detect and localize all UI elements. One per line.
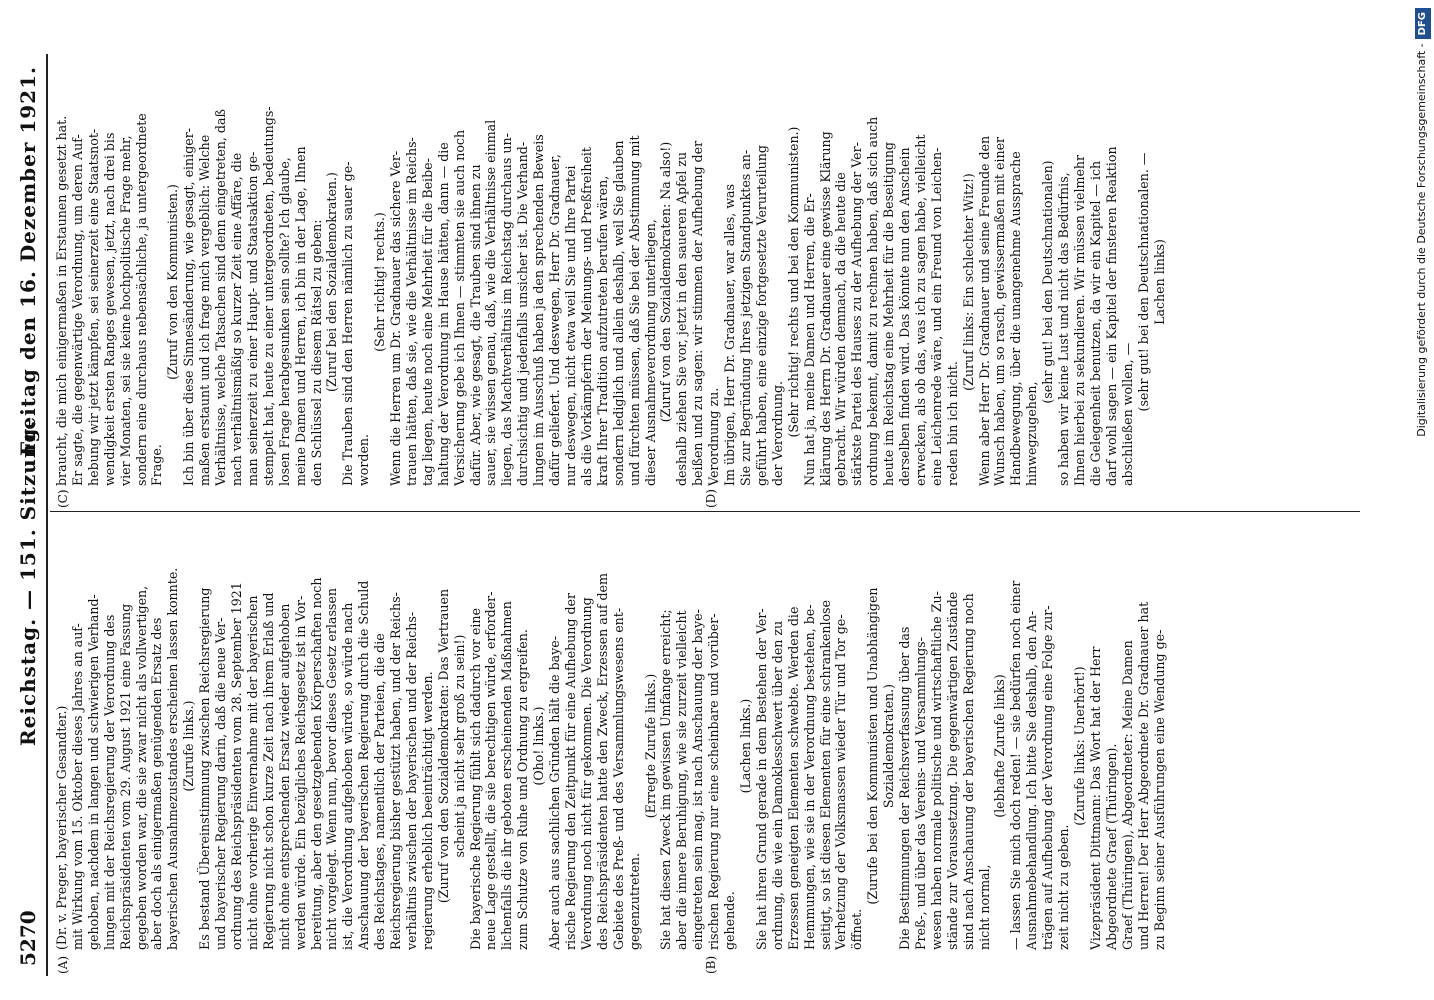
interjection-line: (Zuruf von den Kommunisten.): [165, 184, 181, 380]
text-line: die Gelegenheit benutzen, da wir ein Kapitel — ich: [1087, 160, 1103, 486]
text-line: neue Lage gestellt, die sie berechtigen würde, erforder-: [483, 591, 499, 950]
text-line: lichenfalls die ihr geboten erscheinenden Maßnahmen: [499, 601, 515, 950]
text-line: des Reichstages, namentlich der Parteien, die die: [372, 633, 388, 950]
text-line: öffnet.: [849, 908, 865, 950]
text-line: mit Wirkung vom 15. Oktober dieses Jahres an auf-: [69, 623, 85, 950]
interjection-line: (Zurufe links: Unerhört!): [1072, 666, 1087, 826]
text-line: stärkste Partei des Hauses zu der Aufhebung der Ver-: [849, 142, 865, 486]
running-header: [8, 54, 48, 976]
interjection-line: (Zuruf von den Sozialdemokraten: Na also!): [658, 141, 674, 423]
text-line: Wenn aber Herr Dr. Gradnauer und seine Freunde den: [976, 135, 992, 486]
text-line: darf wohl sagen — ein Kapitel der finsteren Reaktion: [1103, 146, 1119, 486]
interjection-line: Sozialdemokraten.): [881, 683, 897, 809]
text-line: lungen mit der Reichsregierung der Verordnung des: [101, 614, 117, 950]
margin-mark-c: (C): [56, 489, 70, 508]
interjection-line: scheint ja nicht sehr groß zu sein!): [451, 634, 467, 858]
text-line: Im übrigen, Herr Dr. Gradnauer, war alles, was: [722, 183, 738, 486]
interjection-line: (Zurufe bei den Kommunisten und Unabhängigen: [865, 587, 881, 905]
text-line: erwecken, als ob das, was ich zu sagen habe, vielleicht: [912, 134, 928, 486]
text-line: nur deswegen, nicht etwa weil Sie und Ihre Partei: [563, 165, 578, 486]
text-line: Ausnahmebehandlung. Ich bitte Sie deshalb, den An-: [1024, 610, 1040, 950]
text-line: rischen Regierung nur eine scheinbare und vorüber-: [706, 613, 722, 950]
text-line: Sie hat diesen Zweck im gewissen Umfange erreicht;: [658, 609, 674, 950]
text-line: hinwegzugehen,: [1024, 381, 1040, 486]
right-column: [54, 78, 1167, 486]
text-line: der Verordnung.: [769, 380, 785, 486]
text-line: wendigkeit ersten Ranges gewesen, jetzt, nach drei bis: [101, 132, 117, 486]
text-line: Verordnung noch nicht für gekommen. Die Verordnung: [578, 597, 594, 950]
text-line: ist, die Verordnung aufgehoben würde, so würde nach: [340, 602, 356, 950]
text-line: Anschauung der bayerischen Regierung durch die Schuld: [356, 580, 372, 950]
text-line: Frage.: [149, 444, 165, 486]
interjection-line: (lebhafte Zurufe links): [992, 674, 1008, 818]
text-line: eingetreten sein mag, ist nach Anschauung der baye-: [690, 609, 706, 950]
text-line: haltung der Verordnung im Hause hätten, dann — die: [435, 142, 451, 486]
interjection-line: (sehr gut! bei den Deutschnationalen. —: [1135, 152, 1151, 412]
text-line: Gebiete des Preß- und des Versammlungswesens ent-: [610, 607, 626, 950]
page-number: 5270: [16, 910, 40, 966]
text-line: dieser Ausnahmeverordnung unterliegen,: [642, 219, 658, 486]
text-line: Die bayerische Regierung fühlt sich dadurch vor eine: [467, 608, 483, 950]
text-line: zeit nicht zu geben.: [1056, 824, 1072, 950]
digitization-credit: [1410, 0, 1434, 1000]
text-line: Nun hat ja, meine Damen und Herren, die Er-: [801, 193, 817, 486]
text-line: gehoben, nachdem in langen und schwierigen Verhand-: [85, 594, 101, 950]
text-line: zum Schutze von Ruhe und Ordnung zu ergreifen.: [515, 629, 531, 950]
text-line: Die Bestimmungen der Reichsverfassung über das: [897, 626, 913, 950]
text-line: und bayerischer Regierung darin, daß die neue Ver-: [213, 617, 229, 950]
interjection-line: (Erregte Zurufe links.): [642, 673, 658, 819]
text-line: regierung erheblich beeinträchtigt werden.: [419, 671, 435, 950]
text-line: eine Leichenrede wäre, und ein Freund von Leichen-: [928, 147, 944, 486]
text-line: durchsichtig und jedenfalls unsicher ist. Die Verhand-: [515, 141, 531, 486]
text-line: wesen haben normale politische und wirtschaftliche Zu-: [928, 591, 944, 950]
interjection-line: (sehr gut! bei den Deutschnationalen): [1040, 160, 1056, 404]
text-line: worden.: [356, 433, 372, 486]
text-line: Graef (Thüringen), Abgeordneter: Meine Damen: [1119, 640, 1135, 950]
text-line: aber doch als einigermaßen genügenden Ersatz des: [149, 617, 165, 950]
text-line: losen Frage herabgesunken sein sollte? Ich glaube,: [276, 157, 292, 486]
interjection-line: (Zuruf links: Ein schlechter Witz!): [960, 173, 976, 391]
text-line: reden bin ich nicht.: [944, 361, 960, 486]
text-line: Hemmungen, wie sie in der Verordnung bestehen, be-: [801, 604, 817, 950]
text-line: Wenn die Herren um Dr. Gradnauer das sichere Ver-: [388, 150, 404, 486]
text-line: sondern lediglich und allein deshalb, weil Sie glauben: [610, 140, 626, 486]
text-line: derselben finden wird. Das könnte nun den Anschein: [897, 147, 913, 486]
text-line: abschließen wollen, —: [1119, 342, 1135, 486]
text-line: liegen, das Machtverhältnis im Reichstag durchaus un-: [499, 133, 515, 486]
left-column: [54, 542, 1167, 950]
text-line: Sie zur Begründung Ihres jetzigen Standpunktes an-: [737, 149, 753, 486]
text-line: Aber auch aus sachlichen Gründen hält die baye-: [547, 635, 563, 950]
interjection-line: (Zurufe links.): [181, 700, 197, 792]
interjection-line: (Lachen links.): [737, 698, 753, 794]
column-divider: [50, 511, 1360, 512]
text-line: vier Monaten, sei sie keine hochpolitische Frage mehr,: [117, 135, 133, 486]
text-line: Die Trauben sind den Herren nämlich zu sauer ge-: [340, 161, 356, 486]
text-line: Sie hat ihren Grund gerade in dem Bestehen der Ver-: [753, 608, 769, 950]
text-line: Reichspräsidenten vom 29. August 1921 eine Fassung: [117, 603, 133, 950]
interjection-line: (Zuruf von den Sozialdemokraten: Das Vertrauen: [435, 588, 451, 904]
text-line: Verhetzung der Volksmassen wieder Tür und Tor ge-: [833, 614, 849, 950]
text-line: bayerischen Ausnahmezustandes erscheinen lassen konnte.: [165, 567, 181, 950]
text-line: (Dr. v. Preger, bayerischer Gesandter.): [54, 705, 69, 950]
text-line: gegeben worden war, die sie zwar nicht als vollwertigen,: [133, 585, 149, 950]
margin-mark-d: (D): [704, 489, 718, 508]
text-line: Regierung nicht schon kurze Zeit nach ihrem Erlaß und: [260, 592, 276, 950]
text-line: beißen und zu sagen: wir stimmen der Aufhebung der: [690, 140, 706, 486]
text-line: nicht vorgelegt. Wenn nun, bevor dieses Gesetz erlassen: [324, 588, 340, 950]
credit-text: Digitalisierung gefördert durch die Deutsche Forschungsgemeinschaft -: [1415, 43, 1428, 437]
text-line: gebracht. Wir würden demnach, da die heute die: [833, 172, 849, 486]
text-line: des Reichspräsidenten hatte den Zweck, Erzessen auf dem: [594, 573, 610, 950]
interjection-line: (Sehr richtig! rechts und bei den Kommunisten.): [785, 126, 801, 438]
text-line: Versicherung gebe ich Ihnen — stimmten sie auch noch: [451, 129, 467, 486]
text-line: meine Damen und Herren, ich bin in der Lage, Ihnen: [292, 146, 308, 486]
text-line: geführt haben, eine einzige fortgesetzte Verurteilung: [753, 145, 769, 486]
text-line: heute im Reichstag eine Mehrheit für die Beseitigung: [881, 142, 897, 486]
text-line: Ihnen hierbei zu sekundieren. Wir müssen vielmehr: [1072, 154, 1087, 486]
session-date: Freitag den 16. Dezember 1921.: [16, 66, 40, 456]
text-line: als die Vorkämpferin der Meinungs- und Preßfreiheit: [578, 147, 594, 486]
text-line: ordnung des Reichspräsidenten vom 28. September 1921: [228, 582, 244, 950]
text-line: aber die innere Beruhigung, wie sie zurzeit vielleicht: [674, 610, 690, 950]
interjection-line: (Oho! links.): [531, 706, 547, 786]
text-line: verhältnis zwischen der bayerischen und der Reichs-: [403, 611, 419, 950]
text-line: und fürchten müssen, daß Sie bei der Abstimmung mit: [626, 135, 642, 486]
text-line: sondern eine durchaus nebensächliche, ja untergeordnete: [133, 113, 149, 486]
session-title: Reichstag. — 151. Sitzung.: [16, 419, 40, 746]
text-line: nicht ohne entsprechenden Ersatz wieder aufgehoben: [276, 603, 292, 950]
text-line: dafür geliefert. Und deswegen, Herr Dr. Gradnauer,: [547, 154, 563, 486]
text-line: trauen hätten, daß sie, wie die Verhältnisse im Reichs-: [403, 137, 419, 486]
text-line: Es bestand Übereinstimmung zwischen Reichsregierung: [197, 587, 213, 950]
text-line: nach verhältnismäßig so kurzer Zeit eine Affäre, die: [228, 152, 244, 486]
text-line: Reichsregierung bisher gestützt haben, und der Reichs-: [388, 592, 404, 950]
text-line: werden würde. Ein bezügliches Reichsgesetz ist in Vor-: [292, 595, 308, 950]
interjection-line: Lachen links): [1151, 239, 1167, 325]
text-line: rische Regierung den Zeitpunkt für eine Aufhebung der: [563, 593, 578, 950]
text-line: stände zur Voraussetzung. Die gegenwärtigen Zustände: [944, 591, 960, 950]
text-columns: [48, 54, 1388, 976]
text-line: und Herren! Der Herr Abgeordnete Dr. Gradnauer hat: [1135, 601, 1151, 950]
text-line: zu Beginn seiner Ausführungen eine Wendung ge-: [1151, 629, 1167, 950]
dfg-logo: DFG: [1415, 8, 1431, 39]
text-line: so haben wir keine Lust und nicht das Bedürfnis,: [1056, 172, 1072, 486]
text-line: sind nach Anschauung der bayerischen Regierung noch: [960, 593, 976, 950]
rotated-document-page: [0, 40, 1400, 1000]
text-line: gegenzutreten.: [626, 852, 642, 950]
text-line: kraft Ihrer Tradition aufzutreten berufen wären,: [594, 175, 610, 486]
text-line: stempelt hat, heute zu einer untergeordneten, bedeutungs-: [260, 106, 276, 486]
text-line: Erzessen geneigten Elementen schwebte. Werden die: [785, 606, 801, 950]
text-line: sauer, sie wissen genau, daß, wie die Verhältnisse einmal: [483, 119, 499, 486]
text-line: tag liegen, heute noch eine Mehrheit für die Beibe-: [419, 158, 435, 486]
text-line: den Schlüssel zu diesem Rätsel zu geben:: [308, 219, 324, 486]
text-line: — lassen Sie mich doch reden! — sie bedürfen noch einer: [1008, 580, 1024, 950]
text-line: gehende.: [722, 891, 738, 950]
text-line: Handbewegung, über die unangenehme Aussprache: [1008, 151, 1024, 486]
text-line: ordnung, die wie ein Damoklesschwert über den zu: [769, 620, 785, 950]
text-line: deshalb ziehen Sie vor, jetzt in den saueren Apfel zu: [674, 152, 690, 486]
text-line: Abgeordnete Graef (Thüringen).: [1103, 743, 1119, 950]
text-line: man seinerzeit zu einer Haupt- und Staatsaktion ge-: [244, 151, 260, 486]
text-line: Ich bin über diese Sinnesänderung, wie gesagt, einiger-: [181, 128, 197, 486]
text-line: bereitung, aber den gesetzgebenden Körperschaften noch: [308, 577, 324, 950]
text-line: Preß-, und über das Vereins- und Versammlungs-: [912, 637, 928, 950]
margin-mark-a: (A): [56, 955, 70, 974]
text-line: braucht, die mich einigermaßen in Erstaunen gesetzt hat.: [54, 115, 69, 486]
interjection-line: (Sehr richtig! rechts.): [372, 212, 388, 352]
text-line: ordnung bekennt, damit zu rechnen haben, daß sich auch: [865, 116, 881, 486]
text-line: trägen auf Aufhebung der Verordnung eine Folge zur-: [1040, 605, 1056, 950]
text-line: nicht normal,: [976, 864, 992, 950]
text-line: Er sagte, die gegenwärtige Verordnung, um deren Auf-: [69, 134, 85, 486]
text-line: klärung des Herrn Dr. Gradnauer eine gewisse Klärung: [817, 131, 833, 486]
margin-mark-b: (B): [704, 955, 718, 974]
text-line: nicht ohne vorherige Einvernahme mit der bayerischen: [244, 595, 260, 950]
text-line: Wunsch haben, um so rasch, gewissermaßen mit einer: [992, 136, 1008, 486]
interjection-line: (Zuruf bei den Sozialdemokraten.): [324, 172, 340, 392]
text-line: Verordnung zu.: [706, 387, 722, 486]
text-line: dafür. Aber, wie gesagt, die Trauben sind ihnen zu: [467, 164, 483, 486]
text-line: lungen im Ausschuß haben ja den sprechenden Beweis: [531, 134, 547, 486]
text-line: maßen erstaunt und ich frage mich vergeblich: Welche: [197, 134, 213, 486]
text-line: hebung wir jetzt kämpfen, sei seinerzeit eine Staatsnot-: [85, 128, 101, 486]
text-line: seitigt, so ist diesen Elementen für eine schrankenlose: [817, 600, 833, 950]
text-line: Vizepräsident Dittmann: Das Wort hat der Herr: [1087, 646, 1103, 950]
text-line: Verhältnisse, welche Tatsachen sind denn eingetreten, daß: [213, 109, 229, 486]
